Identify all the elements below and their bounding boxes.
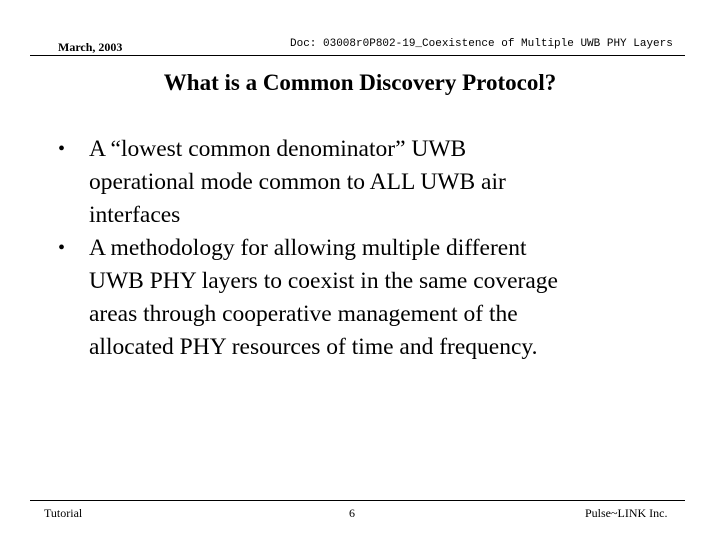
footer-divider [30, 500, 685, 501]
footer-left-label: Tutorial [44, 506, 83, 520]
header-doc-id: Doc: 03008r0P802-19_Coexistence of Multiple UWB PHY Layers [290, 38, 673, 50]
page-number: 6 [349, 506, 355, 520]
bullet-line: A “lowest common denominator” UWB [89, 136, 467, 162]
bullet-line: areas through cooperative management of the [89, 301, 518, 327]
header-divider [30, 55, 685, 56]
bullet-item [58, 133, 688, 232]
header-date: March, 2003 [58, 40, 123, 54]
footer-company: Pulse~LINK Inc. [585, 506, 668, 520]
bullet-point-icon: • [58, 138, 66, 160]
bullet-list [58, 133, 688, 364]
bullet-line: UWB PHY layers to coexist in the same coverage [89, 268, 558, 294]
slide-title: What is a Common Discovery Protocol? [163, 70, 557, 95]
bullet-line: allocated PHY resources of time and frequency. [89, 334, 538, 360]
bullet-line: interfaces [89, 202, 181, 228]
bullet-line: A methodology for allowing multiple different [89, 235, 527, 261]
bullet-point-icon: • [58, 237, 66, 259]
bullet-item [58, 232, 688, 364]
bullet-line: operational mode common to ALL UWB air [89, 169, 506, 195]
